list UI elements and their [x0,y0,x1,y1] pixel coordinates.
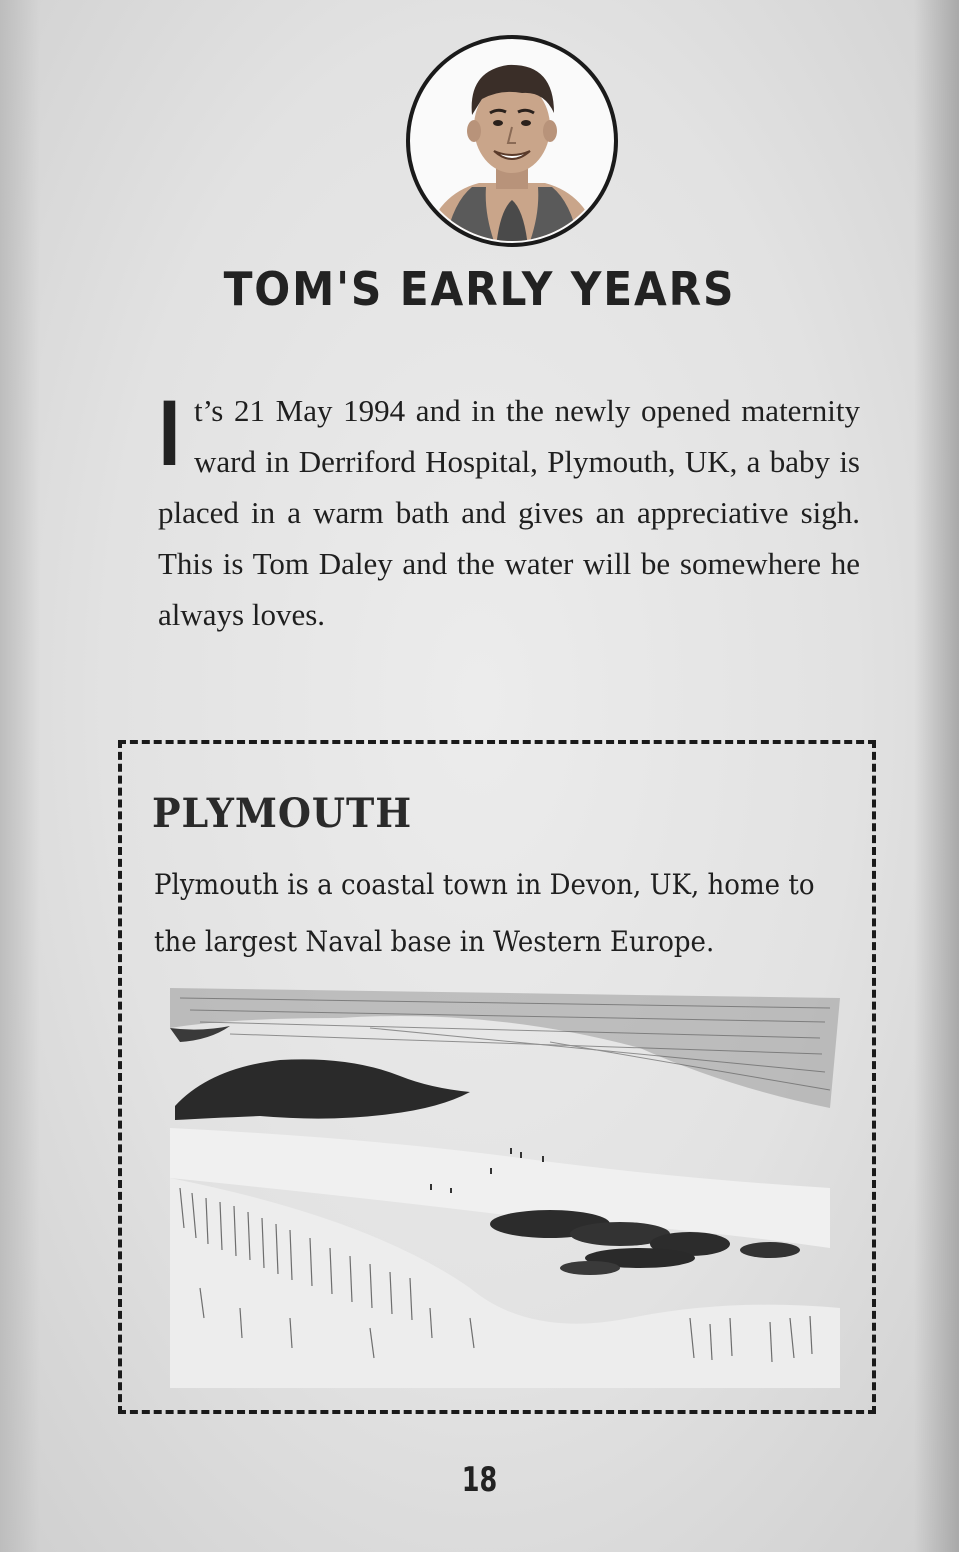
intro-paragraph [158,385,860,640]
fact-box-text: Plymouth is a coastal town in Devon, UK, home to the largest Naval base in Western Europe. [154,868,815,958]
page-edge-shadow [914,0,959,1552]
coastline-illustration [170,988,840,1388]
chapter-title: TOM'S EARLY YEARS [223,262,736,316]
portrait-icon [404,35,620,247]
fact-box-heading: PLYMOUTH [152,790,413,837]
drop-cap: I [158,383,181,486]
page-number: 18 [461,1460,498,1500]
intro-paragraph-text: t’s 21 May 1994 and in the newly opened maternity ward in Derriford Hospital, Plymouth, UK, a baby is placed in a warm bath and gives an appreciative sigh. This is Tom Daley and the water will be somewhere he always loves. [158,393,860,632]
page-gutter-shadow [0,0,40,1552]
